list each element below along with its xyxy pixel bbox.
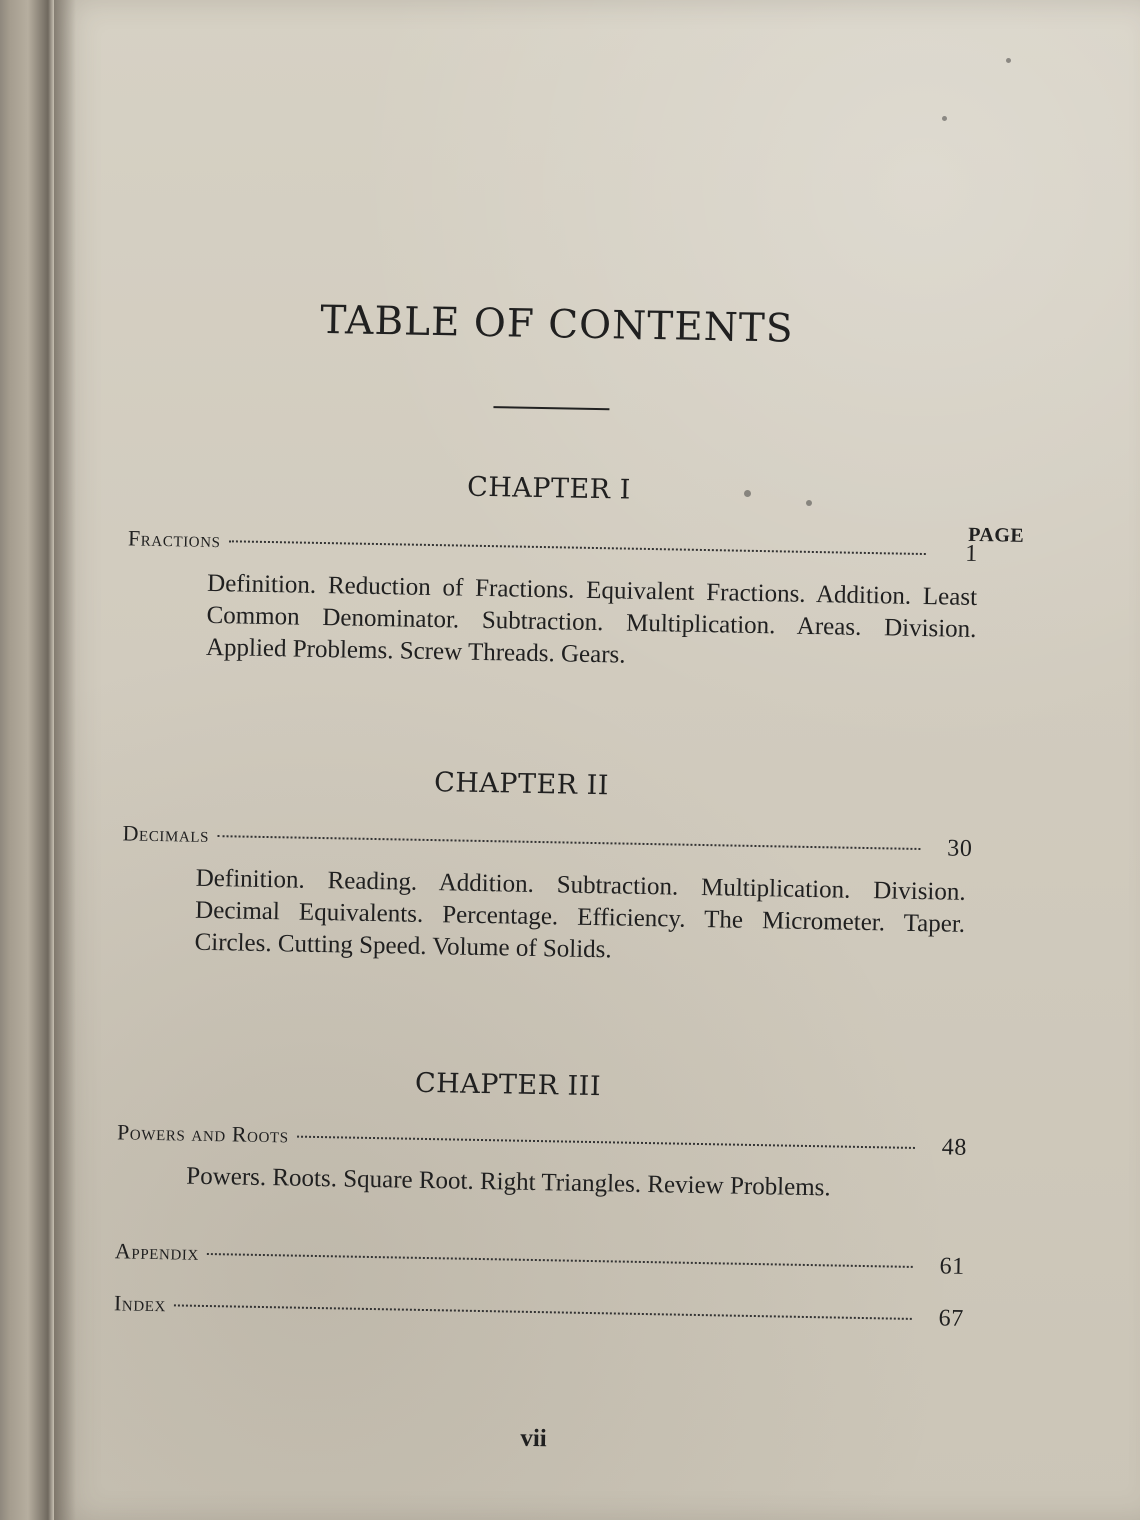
chapter-2-heading: CHAPTER II — [433, 767, 610, 802]
toc-page-number: 48 — [941, 1134, 968, 1161]
toc-entry-decimals — [122, 820, 972, 868]
toc-entry-index — [114, 1290, 964, 1338]
toc-entry-title: Powers and Roots — [116, 1119, 289, 1148]
page-title: TABLE OF CONTENTS — [320, 297, 794, 352]
chapter-3-description: Powers. Roots. Square Root. Right Triangles. Review Problems. — [186, 1162, 831, 1202]
toc-page-number: 61 — [939, 1253, 966, 1280]
dot-leader — [217, 835, 920, 850]
chapter-1-heading: CHAPTER I — [466, 471, 632, 506]
page-column-label: PAGE — [967, 523, 1025, 547]
dot-leader — [297, 1136, 915, 1149]
chapter-1-description: Definition. Reduction of Fractions. Equivalent Fractions. Addition. Least Common Denominator. Subtraction. Multiplication. Areas. Division. Applied Problems. Screw Threads. Gears. — [205, 569, 978, 669]
chapter-2-description: Definition. Reading. Addition. Subtraction. Multiplication. Division. Decimal Equivalents. Percentage. Efficiency. The Micrometer. Taper. Circles. Cutting Speed. Volume of Solids. — [194, 864, 966, 964]
toc-entry-title: Fractions — [127, 525, 221, 553]
toc-entry-appendix — [115, 1238, 965, 1286]
toc-entry-title: Appendix — [114, 1238, 200, 1265]
book-page — [54, 0, 1140, 1520]
title-rule — [493, 406, 609, 410]
toc-entry-title: Decimals — [122, 820, 210, 847]
toc-entry-powers-and-roots — [117, 1119, 967, 1167]
dot-leader — [174, 1304, 912, 1320]
toc-entry-fractions — [128, 525, 978, 573]
dot-leader — [229, 540, 926, 555]
toc-page-number: 1 — [964, 540, 979, 567]
page-edge-shadow — [54, 0, 76, 1520]
dot-leader — [207, 1253, 913, 1268]
page-folio: vii — [520, 1424, 548, 1453]
toc-entry-title: Index — [113, 1290, 167, 1317]
toc-page-number: 67 — [938, 1305, 965, 1332]
table-of-contents — [110, 0, 1078, 1520]
chapter-3-heading: CHAPTER III — [414, 1067, 602, 1103]
toc-page-number: 30 — [946, 835, 973, 862]
